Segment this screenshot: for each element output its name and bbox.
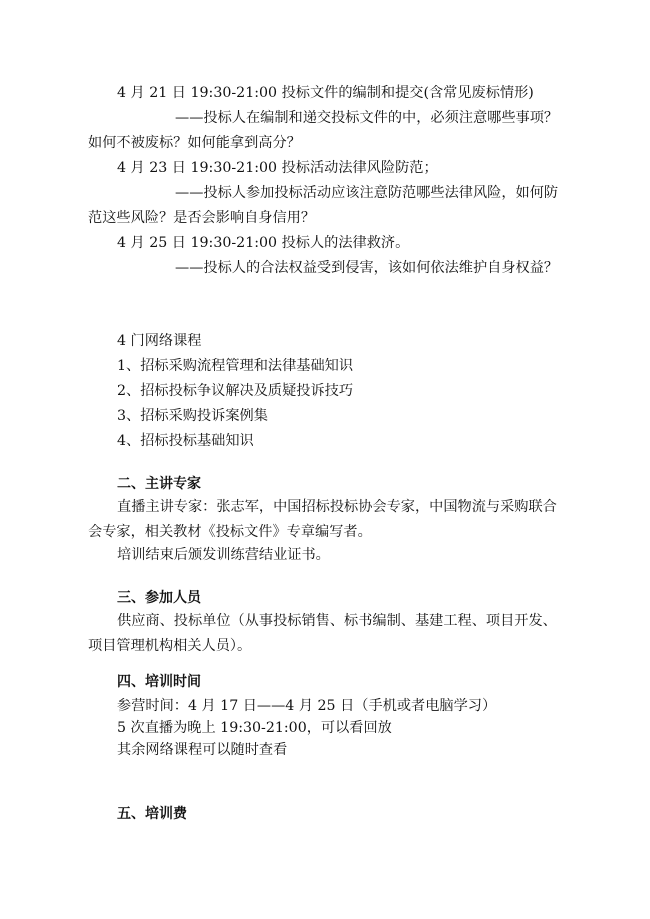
schedule-description: ——投标人在编制和递交投标文件的中，必须注意哪些事项？如何不被废标？如何能拿到高分？ — [88, 110, 559, 151]
online-courses-title: 4 门网络课程 — [117, 333, 202, 349]
participants-text: 供应商、投标单位（从事投标销售、标书编制、基建工程、项目开发、项目管理机构相关人员）。 — [88, 613, 557, 654]
section-heading-experts: 二、主讲专家 — [117, 476, 201, 492]
certificate-text: 培训结束后颁发训练营结业证书。 — [117, 547, 330, 563]
course-item: 4、招标投标基础知识 — [117, 433, 254, 449]
schedule-date-line: 4 月 21 日 19:30-21:00 投标文件的编制和提交(含常见废标情形) — [117, 85, 534, 101]
training-time-line: 参营时间：4 月 17 日——4 月 25 日（手机或者电脑学习） — [117, 698, 497, 714]
section-heading-participants: 三、参加人员 — [117, 590, 201, 606]
experts-text: 直播主讲专家：张志军，中国招标投标协会专家，中国物流与采购联合会专家，相关教材《投标文件》专章编写者。 — [88, 499, 557, 540]
training-time-line: 5 次直播为晚上 19:30-21:00，可以看回放 — [117, 720, 392, 736]
section-heading-training-time: 四、培训时间 — [117, 674, 201, 690]
schedule-date-line: 4 月 23 日 19:30-21:00 投标活动法律风险防范； — [117, 160, 438, 176]
course-item: 3、招标采购投诉案例集 — [117, 408, 268, 424]
schedule-description: ——投标人的合法权益受到侵害，该如何依法维护自身权益？ — [175, 260, 559, 276]
section-heading-fee: 五、培训费 — [117, 806, 187, 822]
schedule-date-line: 4 月 25 日 19:30-21:00 投标人的法律救济。 — [117, 235, 410, 251]
course-item: 2、招标投标争议解决及质疑投诉技巧 — [117, 383, 354, 399]
schedule-description: ——投标人参加投标活动应该注意防范哪些法律风险，如何防范这些风险？是否会影响自身信用？ — [88, 185, 559, 226]
course-item: 1、招标采购流程管理和法律基础知识 — [117, 358, 354, 374]
training-time-line: 其余网络课程可以随时查看 — [117, 742, 288, 758]
